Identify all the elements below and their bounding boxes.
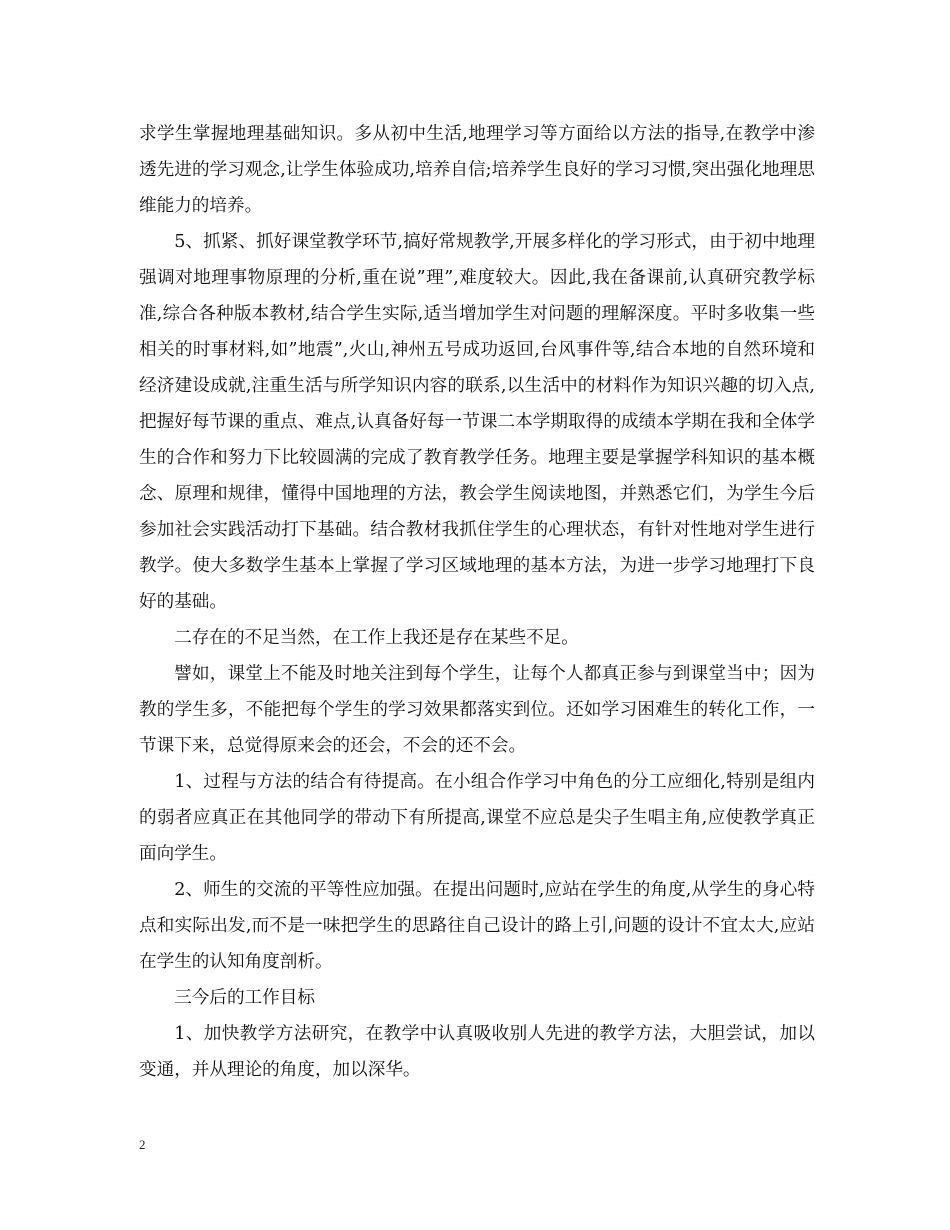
paragraph-shortcomings-example: 譬如，课堂上不能及时地关注到每个学生，让每个人都真正参与到课堂当中；因为教的学生多，不能把每个学生的学习效果都落实到位。还如学习困难生的转化工作，一节课下来，总觉得原来会的还会，不会的还不会。 bbox=[139, 664, 815, 756]
document-body bbox=[139, 116, 815, 1088]
page-number: 2 bbox=[139, 1137, 146, 1152]
paragraph-teaching-method-research: 1、加快教学方法研究，在教学中认真吸收别人先进的教学方法，大胆尝试，加以变通，并从理论的角度，加以深华。 bbox=[139, 1024, 815, 1080]
paragraph-classroom-teaching: 5、抓紧、抓好课堂教学环节,搞好常规教学,开展多样化的学习形式，由于初中地理强调对地理事物原理的分析,重在说”理”,难度较大。因此,我在备课前,认真研究教学标准,综合各种版本教材,结合学生实际,适当增加学生对问题的理解深度。平时多收集一些相关的时事材料,如”地震”,火山,神州五号成功返回,台风事件等,结合本地的自然环境和经济建设成就,注重生活与所学知识内容的联系,以生活中的材料作为知识兴趣的切入点,把握好每节课的重点、难点,认真备好每一节课二本学期取得的成绩本学期在我和全体学生的合作和努力下比较圆满的完成了教育教学任务。地理主要是掌握学科知识的基本概念、原理和规律，懂得中国地理的方法，教会学生阅读地图，并熟悉它们，为学生今后参加社会实践活动打下基础。结合教材我抓住学生的心理状态，有针对性地对学生进行教学。使大多数学生基本上掌握了学习区域地理的基本方法，为进一步学习地理打下良好的基础。 bbox=[139, 232, 815, 612]
paragraph-shortcomings-heading: 二存在的不足当然，在工作上我还是存在某些不足。 bbox=[174, 628, 579, 648]
paragraph-process-method: 1、过程与方法的结合有待提高。在小组合作学习中角色的分工应细化,特别是组内的弱者应真正在其他同学的带动下有所提高,课堂不应总是尖子生唱主角,应使教学真正面向学生。 bbox=[139, 772, 815, 864]
paragraph-teacher-student-exchange: 2、师生的交流的平等性应加强。在提出问题时,应站在学生的角度,从学生的身心特点和实际出发,而不是一味把学生的思路往自己设计的路上引,问题的设计不宜太大,应站在学生的认知角度剖析。 bbox=[139, 880, 815, 972]
paragraph-continuation: 求学生掌握地理基础知识。多从初中生活,地理学习等方面给以方法的指导,在教学中渗透先进的学习观念,让学生体验成功,培养自信;培养学生良好的学习习惯,突出强化地理思维能力的培养。 bbox=[139, 124, 815, 216]
paragraph-future-goals-heading: 三今后的工作目标 bbox=[174, 988, 315, 1008]
